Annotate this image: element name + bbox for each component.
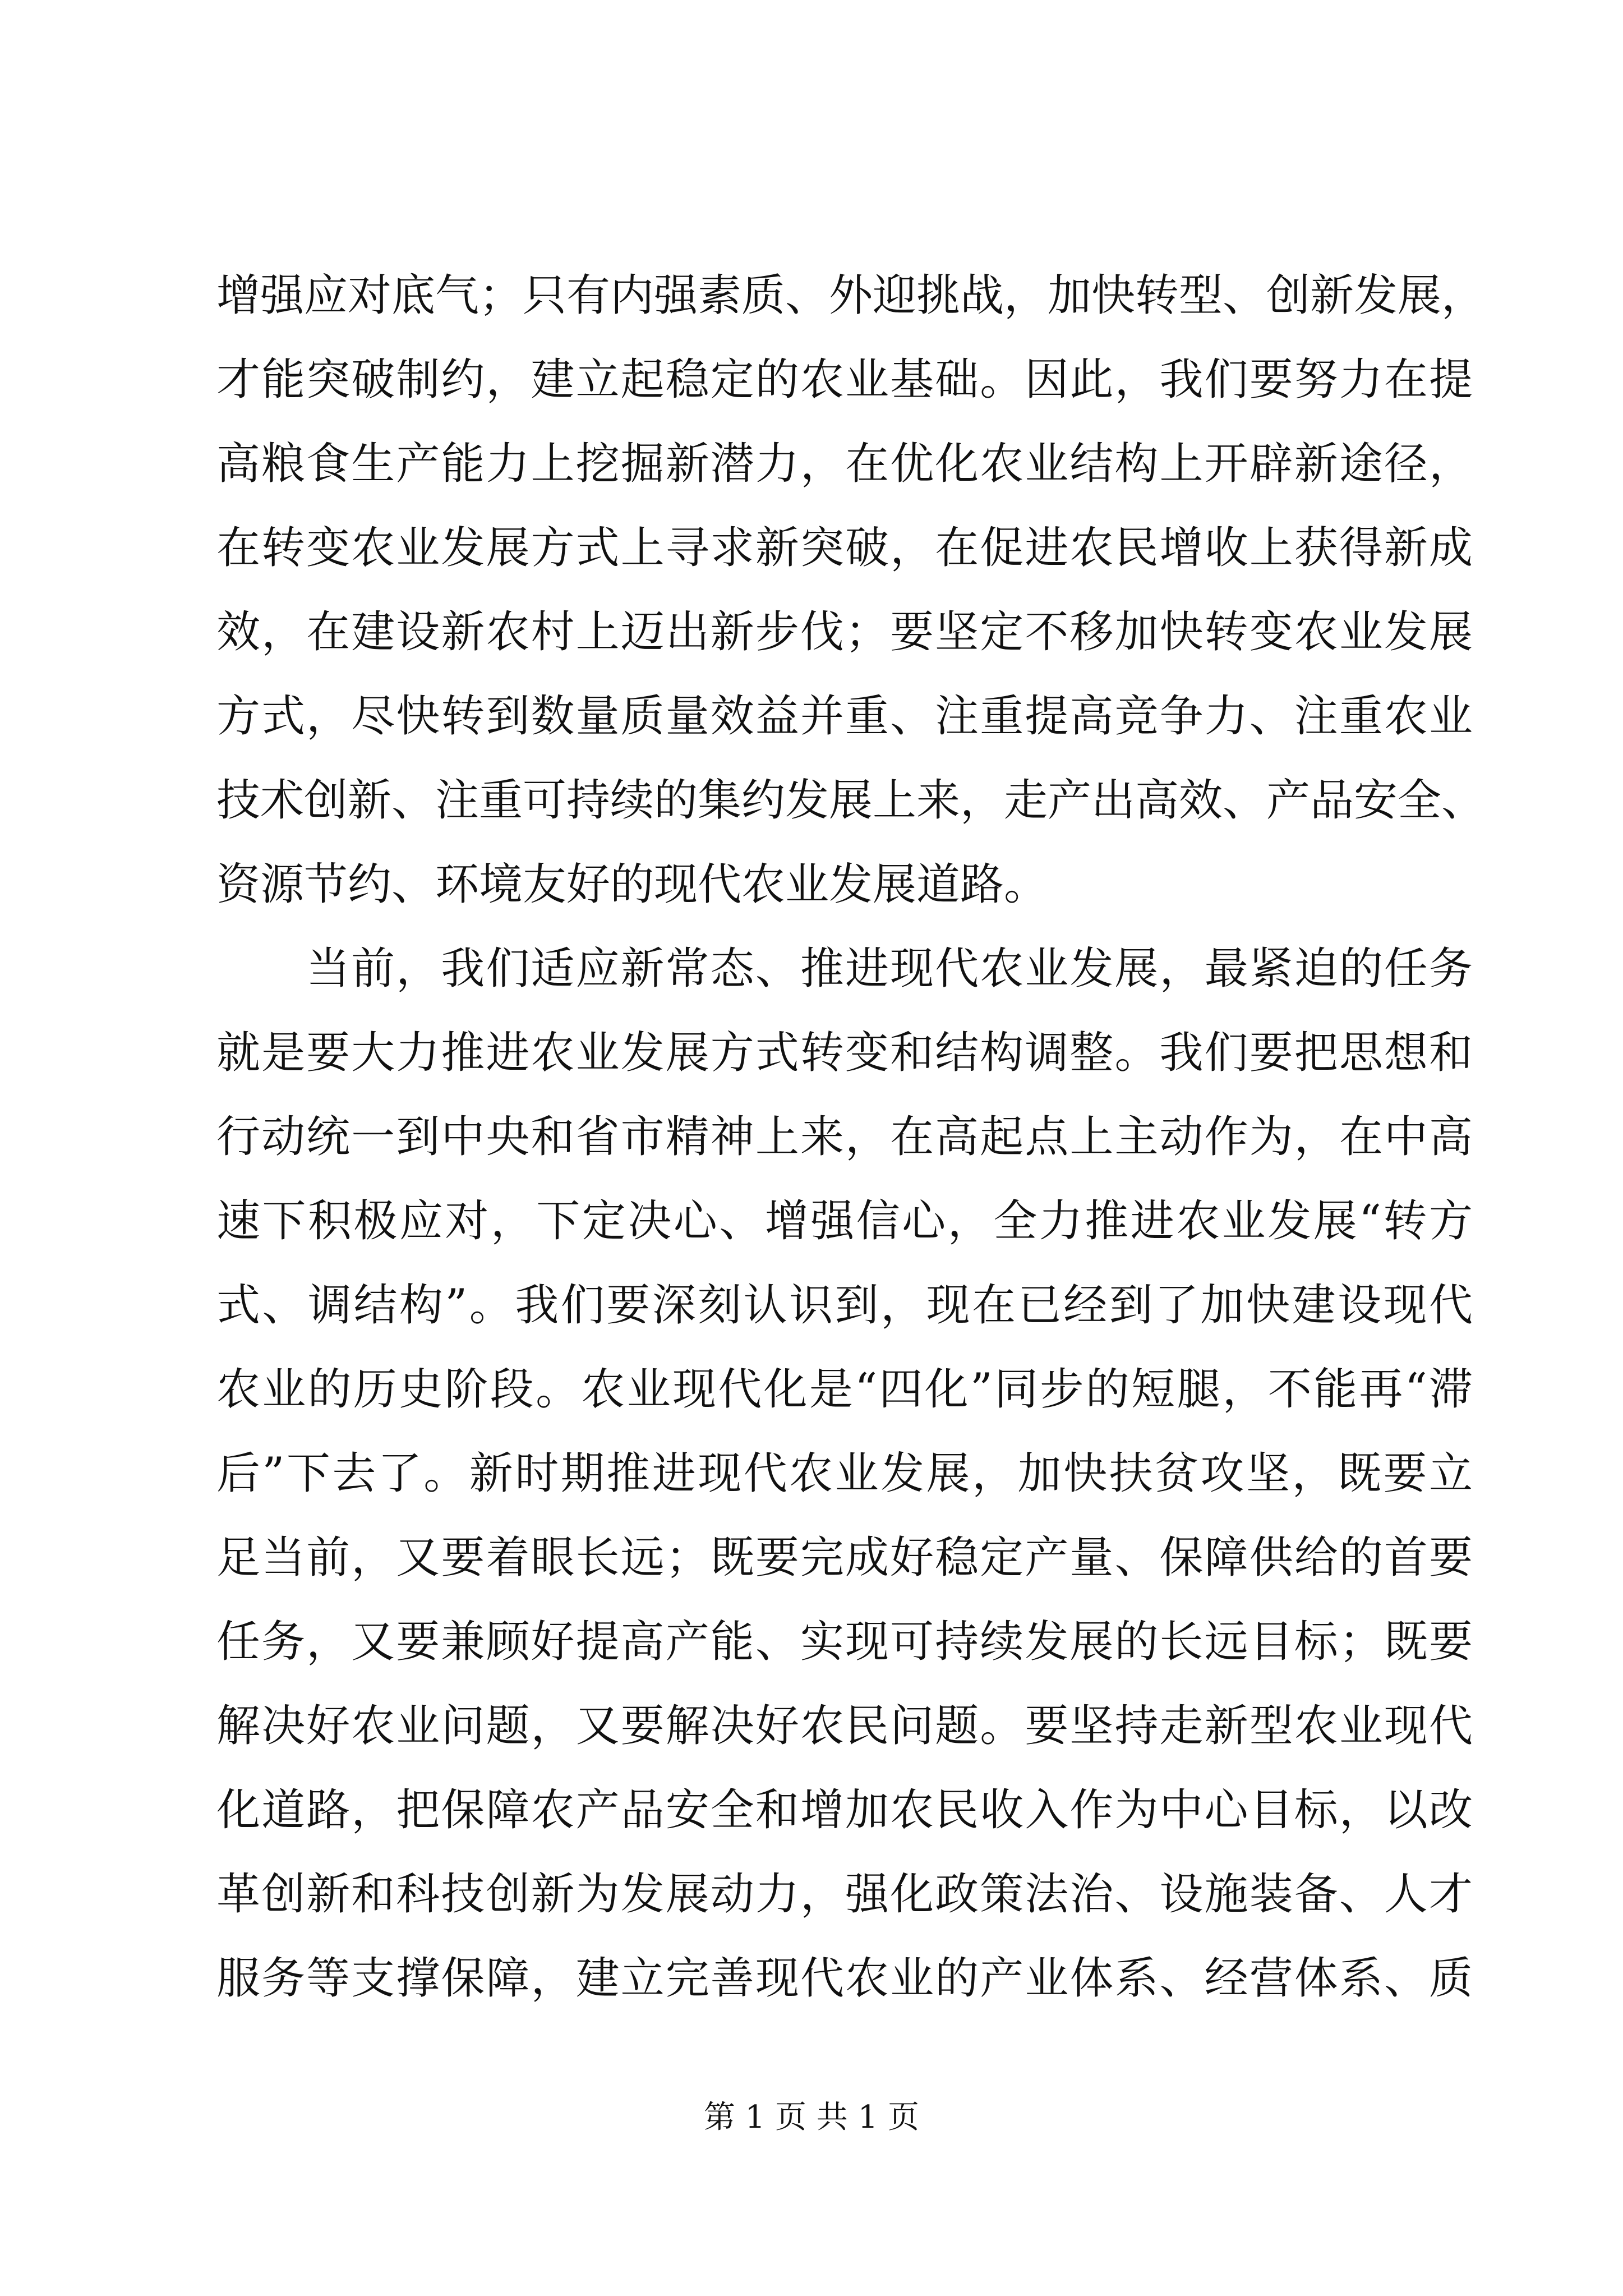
text-line: 化道路，把保障农产品安全和增加农民收入作为中心目标，以改 [216, 1785, 1473, 1835]
text-line: 解决好农业问题，又要解决好农民问题。要坚持走新型农业现代 [216, 1701, 1473, 1751]
text-line: 农业的历史阶段。农业现代化是“四化”同步的短腿，不能再“滞 [216, 1364, 1473, 1415]
text-line: 行动统一到中央和省市精神上来，在高起点上主动作为，在中高 [216, 1112, 1473, 1162]
text-line: 任务，又要兼顾好提高产能、实现可持续发展的长远目标；既要 [216, 1617, 1473, 1667]
text-line: 式、调结构”。我们要深刻认识到，现在已经到了加快建设现代 [216, 1280, 1473, 1331]
text-line: 高粮食生产能力上挖掘新潜力，在优化农业结构上开辟新途径， [216, 439, 1473, 489]
text-line: 服务等支撑保障，建立完善现代农业的产业体系、经营体系、质 [216, 1953, 1473, 2004]
text-line: 就是要大力推进农业发展方式转变和结构调整。我们要把思想和 [216, 1028, 1473, 1078]
text-line: 后”下去了。新时期推进现代农业发展，加快扶贫攻坚，既要立 [216, 1448, 1473, 1499]
text-line: 才能突破制约，建立起稳定的农业基础。因此，我们要努力在提 [216, 355, 1473, 405]
text-line: 速下积极应对，下定决心、增强信心，全力推进农业发展“转方 [216, 1196, 1473, 1246]
text-line: 革创新和科技创新为发展动力，强化政策法治、设施装备、人才 [216, 1869, 1473, 1920]
text-line: 技术创新、注重可持续的集约发展上来，走产出高效、产品安全、 [216, 775, 1486, 826]
text-line: 增强应对底气；只有内强素质、外迎挑战，加快转型、创新发展， [216, 270, 1486, 321]
page-footer: 第 1 页 共 1 页 [703, 2099, 920, 2136]
text-line: 方式，尽快转到数量质量效益并重、注重提高竞争力、注重农业 [216, 691, 1473, 742]
text-line: 当前，我们适应新常态、推进现代农业发展，最紧迫的任务 [306, 944, 1473, 994]
text-line: 资源节约、环境友好的现代农业发展道路。 [216, 859, 1048, 910]
text-line: 足当前，又要着眼长远；既要完成好稳定产量、保障供给的首要 [216, 1533, 1473, 1583]
text-line: 效，在建设新农村上迈出新步伐；要坚定不移加快转变农业发展 [216, 607, 1473, 657]
text-line: 在转变农业发展方式上寻求新突破，在促进农民增收上获得新成 [216, 523, 1473, 573]
